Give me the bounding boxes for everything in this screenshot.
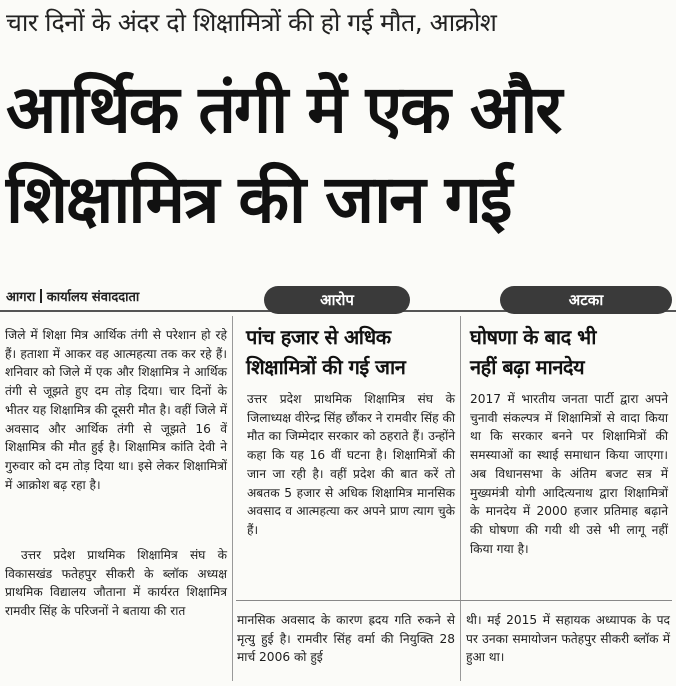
aarop-body: उत्तर प्रदेश प्राथमिक शिक्षामित्र संघ के जिलाध्यक्ष वीरेन्द्र सिंह छौंकर ने रामवीर सिंह की मौत का जिम्मेदार सरकार को ठहराते हैं। उन्होंने कहा कि यह 16 वीं घटना है। शिक्षामित्रों की जान जा रही है। वहीं प्रदेश की बात करें तो अबतक 5 हजार से अधिक शिक्षामित्र मानसिक अवसाद व आत्महत्या कर अपने प्राण त्याग चुके हैं। xyxy=(247,392,455,537)
column-divider-1 xyxy=(232,316,233,681)
tag-aarop: आरोप xyxy=(264,286,410,314)
continuation-middle: मानसिक अवसाद के कारण ह्रदय गति रुकने से मृत्यु हुई है। रामवीर सिंह वर्मा की नियुक्ति 28 मार्च 2006 को हुई xyxy=(237,613,455,665)
dateline xyxy=(6,287,139,305)
dateline-separator xyxy=(40,289,42,303)
aarop-subhead-line-2: शिक्षामित्रों की गई जान xyxy=(246,355,406,379)
main-paragraph-1: जिले में शिक्षा मित्र आर्थिक तंगी से परेशान हो रहे हैं। हताशा में आकर वह आत्महत्या तक कर रहे हैं। शनिवार को जिले में एक और शिक्षामित्र ने आर्थिक तंगी से जूझते हुए दम तोड़ दिया। चार दिनों के भीतर यह शिक्षामित्र की दूसरी मौत है। वहीं जिले में अवसाद और आर्थिक तंगी से जूझते 16 वें शिक्षामित्र की मौत हुई है। शिक्षामित्र कांति देवी ने गुरुवार को दम तोड़ दिया था। इसे लेकर शिक्षामित्रों में आक्रोश बढ़ रहा है। xyxy=(5,328,227,492)
dateline-city: आगरा xyxy=(6,290,36,305)
continuation-right: थी। मई 2015 में सहायक अध्यापक के पद पर उनका समायोजन फतेहपुर सीकरी ब्लॉक में हुआ था। xyxy=(466,613,670,665)
atka-subhead-line-2: नहीं बढ़ा मानदेय xyxy=(470,355,585,379)
column-divider-2 xyxy=(460,316,461,681)
kicker-headline: चार दिनों के अंदर दो शिक्षामित्रों की हो गई मौत, आक्रोश xyxy=(6,8,497,37)
dateline-byline: कार्यालय संवाददाता xyxy=(46,290,140,305)
atka-subhead-line-1: घोषणा के बाद भी xyxy=(470,325,596,349)
tag-atka: अटका xyxy=(500,286,672,314)
aarop-subhead-line-1: पांच हजार से अधिक xyxy=(246,325,391,349)
box-bottom-rule xyxy=(236,600,672,601)
headline-line-1: आर्थिक तंगी में एक और xyxy=(6,71,561,148)
headline-line-2: शिक्षामित्र की जान गई xyxy=(6,161,511,238)
atka-body: 2017 में भारतीय जनता पार्टी द्वारा अपने चुनावी संकल्पत्र में शिक्षामित्रों से वादा किया था कि सरकार बनने पर शिक्षामित्रों की समस्याओं का स्थाई समाधान किया जाएगा। अब विधानसभा के अंतिम बजट सत्र में मुख्यमंत्री योगी आदित्यनाथ द्वारा शिक्षामित्रों के मानदेय में 2000 हजार प्रतिमाह बढ़ाने की घोषणा की गयी थी उसे भी लागू नहीं किया गया है। xyxy=(470,392,668,556)
main-paragraph-2: उत्तर प्रदेश प्राथमिक शिक्षामित्र संघ के विकासखंड फतेहपुर सीकरी के ब्लॉक अध्यक्ष प्राथमिक विद्यालय जौताना में कार्यरत शिक्षामित्र रामवीर सिंह के परिजनों ने बताया की रात xyxy=(5,548,227,619)
